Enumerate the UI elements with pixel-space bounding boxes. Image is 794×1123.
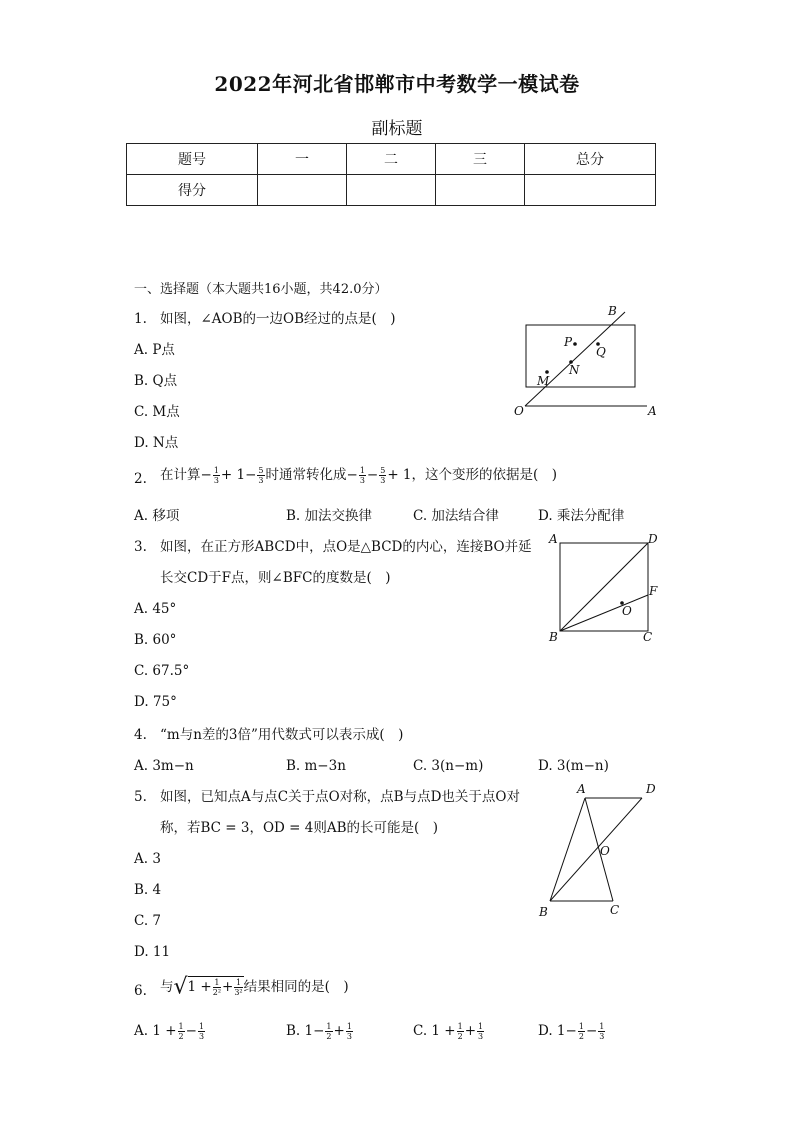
table-header: 一 bbox=[258, 144, 347, 175]
option: C. M点 bbox=[134, 404, 180, 420]
question-number: 5. bbox=[134, 789, 147, 805]
option: B. m−3n bbox=[286, 758, 346, 774]
question-number: 3. bbox=[134, 539, 147, 555]
question-text: 长交CD于F点，则∠BFC的度数是( ) bbox=[160, 570, 391, 586]
table-header: 二 bbox=[347, 144, 436, 175]
question-number: 1. bbox=[134, 311, 147, 327]
label-o: O bbox=[600, 844, 610, 858]
figure-square-abcd bbox=[540, 530, 665, 648]
figure-angle-aob bbox=[505, 298, 670, 423]
table-cell bbox=[347, 175, 436, 206]
table-header: 题号 bbox=[127, 144, 258, 175]
section-heading: 一、选择题（本大题共16小题，共42.0分） bbox=[134, 282, 388, 297]
table-row bbox=[127, 144, 656, 175]
table-row bbox=[127, 175, 656, 206]
option: C. 67.5° bbox=[134, 663, 190, 679]
table-cell bbox=[525, 175, 656, 206]
option: D. 乘法分配律 bbox=[538, 508, 625, 524]
label-a: A bbox=[648, 404, 657, 418]
table-header: 三 bbox=[436, 144, 525, 175]
score-table bbox=[126, 143, 656, 206]
option: D. 1− $\frac{1}{2}$ − $\frac{1}{3}$ bbox=[538, 1022, 605, 1041]
table-cell bbox=[258, 175, 347, 206]
figure-symmetric-points bbox=[530, 780, 665, 925]
label-d: D bbox=[646, 782, 656, 796]
option: D. 75° bbox=[134, 694, 177, 710]
label-m: M bbox=[537, 374, 550, 388]
option: C. 加法结合律 bbox=[413, 508, 499, 524]
page-title: 2022年河北省邯郸市中考数学一模试卷 bbox=[214, 72, 580, 96]
label-f: F bbox=[649, 584, 658, 598]
option: A. 45° bbox=[134, 601, 177, 617]
question-text: 称，若BC = 3，OD = 4则AB的长可能是( ) bbox=[160, 820, 439, 836]
option: A. P点 bbox=[134, 342, 175, 358]
label-a: A bbox=[577, 782, 586, 796]
option: B. 加法交换律 bbox=[286, 508, 373, 524]
page-subtitle: 副标题 bbox=[371, 119, 423, 139]
option: B. 1− $\frac{1}{2}$ + $\frac{1}{3}$ bbox=[286, 1022, 352, 1041]
option: D. 3(m−n) bbox=[538, 758, 609, 774]
question-text: 如图，∠AOB的一边OB经过的点是( ) bbox=[160, 311, 396, 327]
option: A. 3 bbox=[134, 851, 161, 867]
option: B. 4 bbox=[134, 882, 162, 898]
question-number: 4. bbox=[134, 727, 147, 743]
label-c: C bbox=[610, 903, 620, 917]
label-b: B bbox=[549, 630, 558, 644]
question-number: 2. bbox=[134, 471, 147, 487]
option: A. 1 + $\frac{1}{2}$ − $\frac{1}{3}$ bbox=[134, 1022, 205, 1041]
question-text: 在计算− $\frac{1}{3}$ + 1− $\frac{5}{3}$ 时通常转化成− $\frac{1}{3}$ − $\frac{5}{3}$ + 1，这个变形的依据是( ) bbox=[160, 466, 558, 485]
question-text: “m与n差的3倍”用代数式可以表示成( ) bbox=[160, 727, 404, 743]
option: C. 7 bbox=[134, 913, 162, 929]
question-text: 如图，已知点A与点C关于点O对称，点B与点D也关于点O对 bbox=[160, 789, 520, 805]
label-d: D bbox=[648, 532, 658, 546]
label-o: O bbox=[622, 604, 632, 618]
table-header: 总分 bbox=[525, 144, 656, 175]
table-cell bbox=[436, 175, 525, 206]
label-b: B bbox=[608, 304, 617, 318]
table-cell: 得分 bbox=[127, 175, 258, 206]
label-p: P bbox=[564, 335, 573, 349]
label-q: Q bbox=[596, 345, 606, 359]
option: C. 1 + $\frac{1}{2}$ + $\frac{1}{3}$ bbox=[413, 1022, 484, 1041]
label-n: N bbox=[569, 363, 580, 377]
label-a: A bbox=[549, 532, 558, 546]
label-o: O bbox=[514, 404, 524, 418]
question-text: 与√1 + $\frac{1}{\text{2²}}$ + $\frac{1}{\text{3²}}$ 结果相同的是( ) bbox=[160, 974, 349, 1000]
label-c: C bbox=[643, 630, 653, 644]
option: A. 移项 bbox=[134, 508, 180, 524]
option: A. 3m−n bbox=[134, 758, 194, 774]
option: C. 3(n−m) bbox=[413, 758, 484, 774]
option: B. Q点 bbox=[134, 373, 178, 389]
option: B. 60° bbox=[134, 632, 177, 648]
question-number: 6. bbox=[134, 983, 147, 999]
option: D. N点 bbox=[134, 435, 179, 451]
question-text: 如图，在正方形ABCD中，点O是△BCD的内心，连接BO并延 bbox=[160, 539, 532, 555]
label-b: B bbox=[539, 905, 548, 919]
option: D. 11 bbox=[134, 944, 171, 960]
